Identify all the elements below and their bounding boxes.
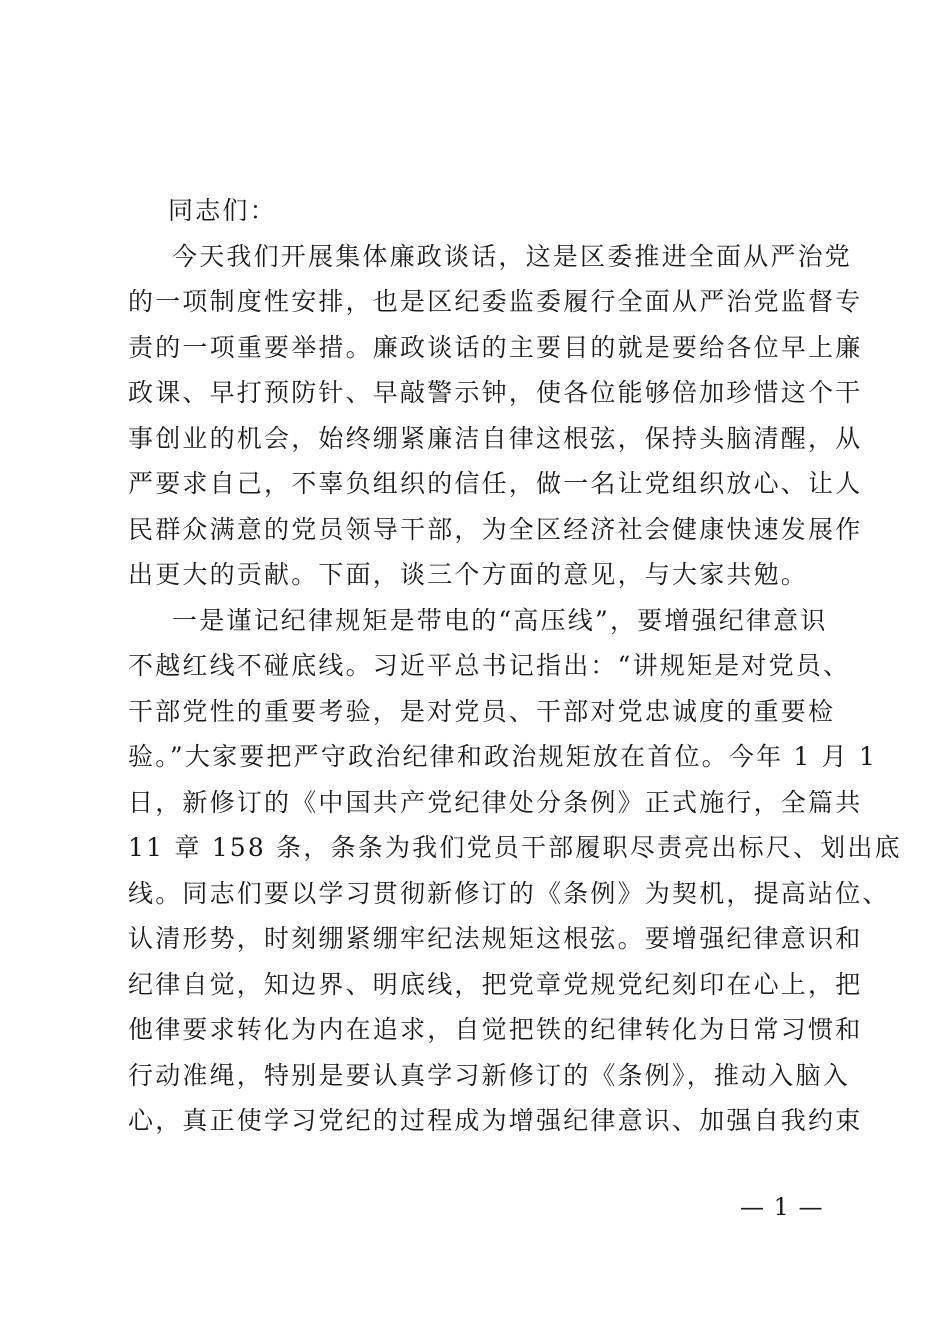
paragraph-2-line-3: 干部党性的重要考验，是对党员、干部对党忠诚度的重要检 — [128, 696, 836, 726]
paragraph-1-line-4: 政课、早打预防针、早敲警示钟，使各位能够倍加珍惜这个干 — [128, 378, 863, 407]
paragraph-2-line-10: 他律要求转化为内在追求，自觉把铁的纪律转化为日常习惯和 — [128, 1015, 863, 1044]
paragraph-2-line-11: 行动准绳，特别是要认真学习新修订的《条例》，推动入脑入 — [128, 1060, 850, 1090]
paragraph-1-line-8: 出更大的贡献。下面，谈三个方面的意见，与大家共勉。 — [128, 560, 809, 589]
paragraph-1-line-7: 民群众满意的党员领导干部，为全区经济社会健康快速发展作 — [128, 514, 863, 544]
paragraph-1-line-3: 责的一项重要举措。廉政谈话的主要目的就是要给各位早上廉 — [128, 332, 863, 362]
salutation: 同志们： — [168, 196, 277, 225]
page-number: — 1 — — [740, 1193, 824, 1221]
paragraph-2-line-5: 日，新修订的《中国共产党纪律处分条例》正式施行，全篇共 — [128, 787, 863, 817]
document-body — [128, 188, 902, 1144]
paragraph-1-line-2: 的一项制度性安排，也是区纪委监委履行全面从严治党监督专 — [128, 287, 863, 316]
paragraph-2-line-2: 不越红线不碰底线。习近平总书记指出：“讲规矩是对党员、 — [128, 651, 851, 680]
paragraph-2-line-9: 纪律自觉，知边界、明底线，把党章党规党纪刻印在心上，把 — [128, 969, 863, 999]
paragraph-1-line-6: 严要求自己，不辜负组织的信任，做一名让党组织放心、让人 — [128, 469, 863, 498]
paragraph-2-line-12: 心，真正使学习党纪的过程成为增强纪律意识、加强自我约束 — [128, 1106, 863, 1135]
paragraph-2-line-1: 一是谨记纪律规矩是带电的“高压线”，要增强纪律意识 — [172, 605, 828, 635]
paragraph-2-line-7: 线。同志们要以学习贯彻新修订的《条例》为契机，提高站位、 — [128, 878, 890, 908]
paragraph-2-line-4: 验。”大家要把严守政治纪律和政治规矩放在首位。今年 1 月 1 — [128, 742, 878, 771]
paragraph-1-line-1: 今天我们开展集体廉政谈话，这是区委推进全面从严治党 — [172, 241, 853, 271]
paragraph-2-line-6: 11 章 158 条，条条为我们党员干部履职尽责亮出标尺、划出底 — [128, 833, 902, 862]
paragraph-1-line-5: 事创业的机会，始终绷紧廉洁自律这根弦，保持头脑清醒，从 — [128, 423, 863, 453]
paragraph-2-line-8: 认清形势，时刻绷紧绷牢纪法规矩这根弦。要增强纪律意识和 — [128, 924, 863, 953]
